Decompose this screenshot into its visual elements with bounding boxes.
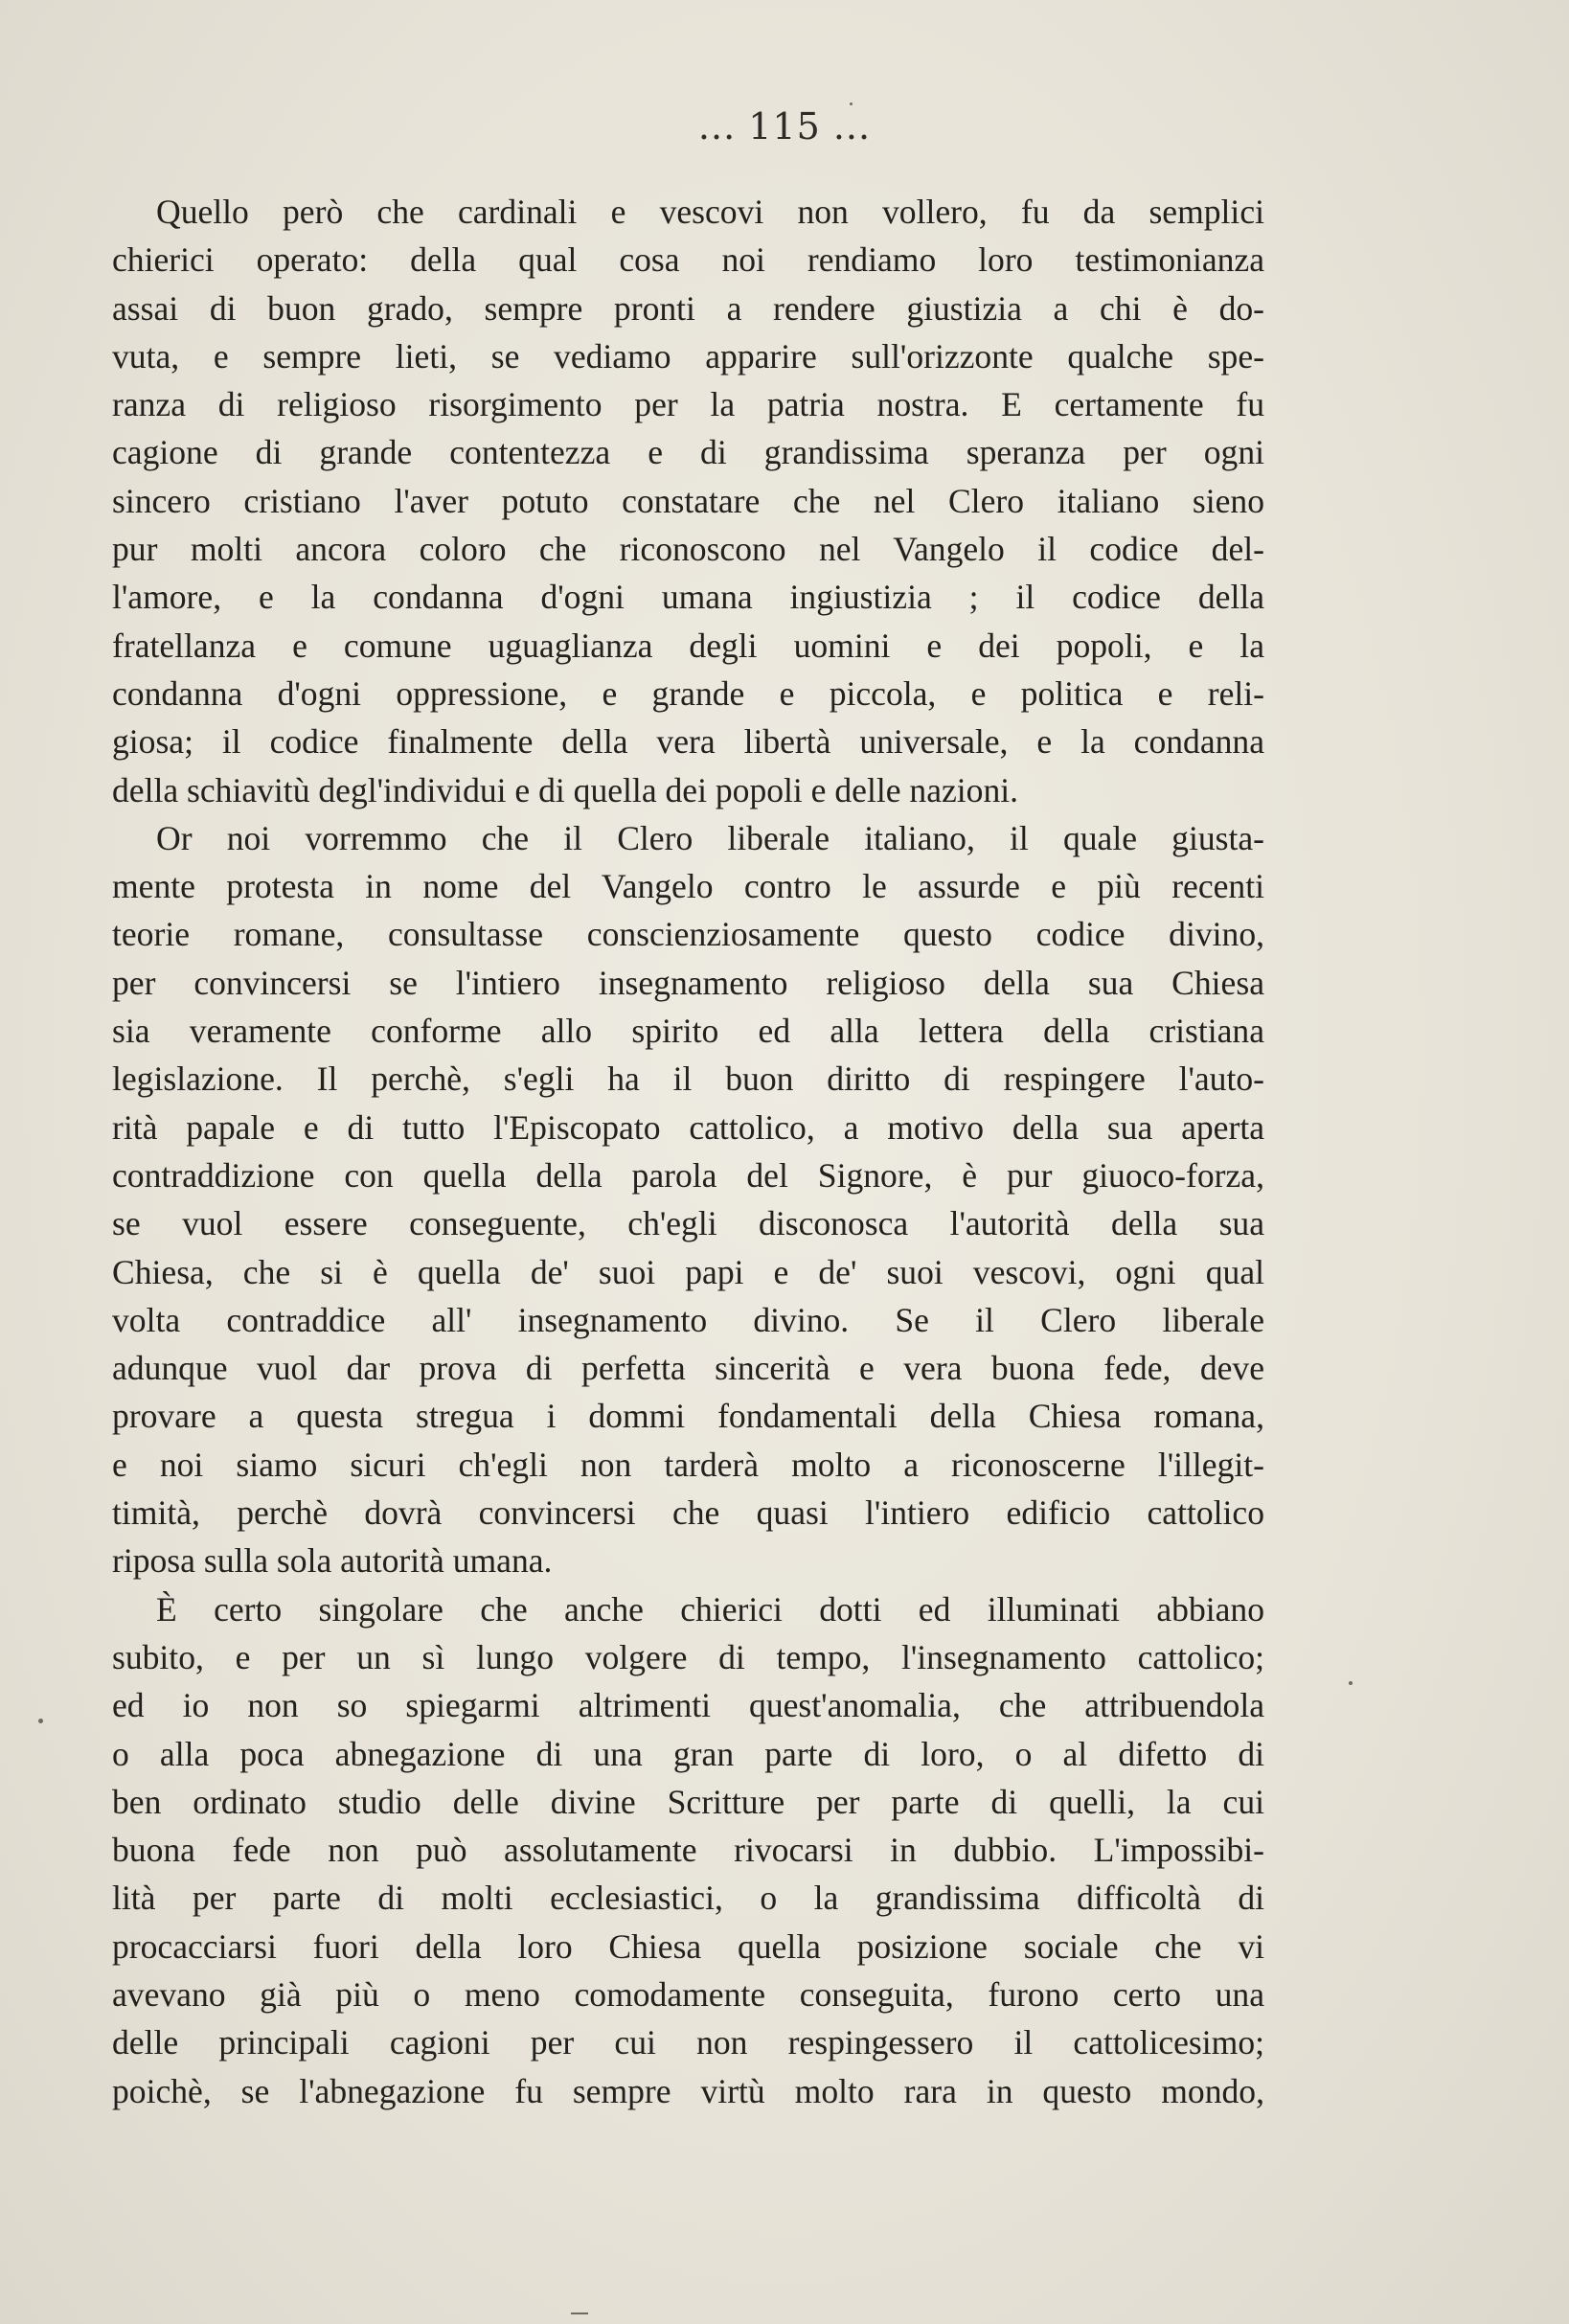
text-line: volta contraddice all' insegnamento divino. Se il Clero liberale bbox=[112, 1300, 1264, 1339]
text-line: poichè, se l'abnegazione fu sempre virtù molto rara in questo mondo, bbox=[112, 2071, 1264, 2110]
text-line: adunque vuol dar prova di perfetta sincerità e vera buona fede, deve bbox=[112, 1349, 1264, 1388]
text-line: sia veramente conforme allo spirito ed alla lettera della cristiana bbox=[112, 1012, 1264, 1051]
text-line: timità, perchè dovrà convincersi che quasi l'intiero edificio cattolico bbox=[112, 1493, 1264, 1533]
text-line: Chiesa, che si è quella de' suoi papi e de' suoi vescovi, ogni qual bbox=[112, 1252, 1264, 1291]
text-line: lità per parte di molti ecclesiastici, o la grandissima difficoltà di bbox=[112, 1879, 1264, 1918]
text-line: procacciarsi fuori della loro Chiesa quella posizione sociale che vi bbox=[112, 1926, 1264, 1966]
paper-speck bbox=[1349, 1681, 1353, 1685]
text-line: provare a questa stregua i dommi fondamentali della Chiesa romana, bbox=[112, 1397, 1264, 1436]
text-line: della schiavitù degl'individui e di quella dei popoli e delle nazioni. bbox=[112, 770, 1019, 809]
paper-mark bbox=[571, 2313, 588, 2314]
text-line: vuta, e sempre lieti, se vediamo apparire sull'orizzonte qualche spe- bbox=[112, 336, 1264, 376]
page-number: ... 115 ... bbox=[697, 105, 872, 148]
text-line: o alla poca abnegazione di una gran parte di loro, o al difetto di bbox=[112, 1734, 1264, 1773]
text-line: condanna d'ogni oppressione, e grande e piccola, e politica e reli- bbox=[112, 673, 1264, 713]
text-line: l'amore, e la condanna d'ogni umana ingiustizia ; il codice della bbox=[112, 578, 1264, 617]
text-line: delle principali cagioni per cui non respingessero il cattolicesimo; bbox=[112, 2023, 1264, 2062]
text-line: se vuol essere conseguente, ch'egli disconosca l'autorità della sua bbox=[112, 1204, 1264, 1243]
text-line: chierici operato: della qual cosa noi rendiamo loro testimonianza bbox=[112, 240, 1264, 280]
text-line: ranza di religioso risorgimento per la patria nostra. E certamente fu bbox=[112, 385, 1264, 424]
text-line: Quello però che cardinali e vescovi non vollero, fu da semplici bbox=[156, 193, 1264, 231]
text-line: avevano già più o meno comodamente conseguita, furono certo una bbox=[112, 1974, 1264, 2014]
text-line: cagione di grande contentezza e di grandissima speranza per ogni bbox=[112, 433, 1264, 472]
text-line: Or noi vorremmo che il Clero liberale italiano, il quale giusta- bbox=[156, 818, 1264, 857]
text-line: buona fede non può assolutamente rivocarsi in dubbio. L'impossibi- bbox=[112, 1831, 1264, 1870]
text-line: fratellanza e comune uguaglianza degli uomini e dei popoli, e la bbox=[112, 626, 1264, 665]
text-line: subito, e per un sì lungo volgere di tempo, l'insegnamento cattolico; bbox=[112, 1637, 1264, 1676]
text-line: e noi siamo sicuri ch'egli non tarderà molto a riconoscerne l'illegit- bbox=[112, 1445, 1264, 1484]
text-line: assai di buon grado, sempre pronti a rendere giustizia a chi è do- bbox=[112, 288, 1264, 328]
text-line: legislazione. Il perchè, s'egli ha il buon diritto di respingere l'auto- bbox=[112, 1059, 1264, 1099]
text-line: pur molti ancora coloro che riconoscono nel Vangelo il codice del- bbox=[112, 530, 1264, 569]
text-line: teorie romane, consultasse conscienziosamente questo codice divino, bbox=[112, 915, 1264, 954]
text-line: rità papale e di tutto l'Episcopato cattolico, a motivo della sua aperta bbox=[112, 1107, 1264, 1147]
paper-speck bbox=[38, 1719, 43, 1723]
body-text bbox=[112, 188, 1264, 2115]
text-line: contraddizione con quella della parola del Signore, è pur giuoco-forza, bbox=[112, 1155, 1264, 1195]
text-line: È certo singolare che anche chierici dotti ed illuminati abbiano bbox=[156, 1589, 1264, 1629]
text-line: per convincersi se l'intiero insegnamento religioso della sua Chiesa bbox=[112, 963, 1264, 1002]
text-line: giosa; il codice finalmente della vera libertà universale, e la condanna bbox=[112, 722, 1264, 762]
text-line: mente protesta in nome del Vangelo contro le assurde e più recenti bbox=[112, 867, 1264, 906]
text-line: ed io non so spiegarmi altrimenti quest'anomalia, che attribuendola bbox=[112, 1686, 1264, 1725]
text-line: riposa sulla sola autorità umana. bbox=[112, 1541, 553, 1581]
text-line: sincero cristiano l'aver potuto constatare che nel Clero italiano sieno bbox=[112, 481, 1264, 520]
text-line: ben ordinato studio delle divine Scritture per parte di quelli, la cui bbox=[112, 1782, 1264, 1821]
paper-speck bbox=[850, 103, 853, 105]
